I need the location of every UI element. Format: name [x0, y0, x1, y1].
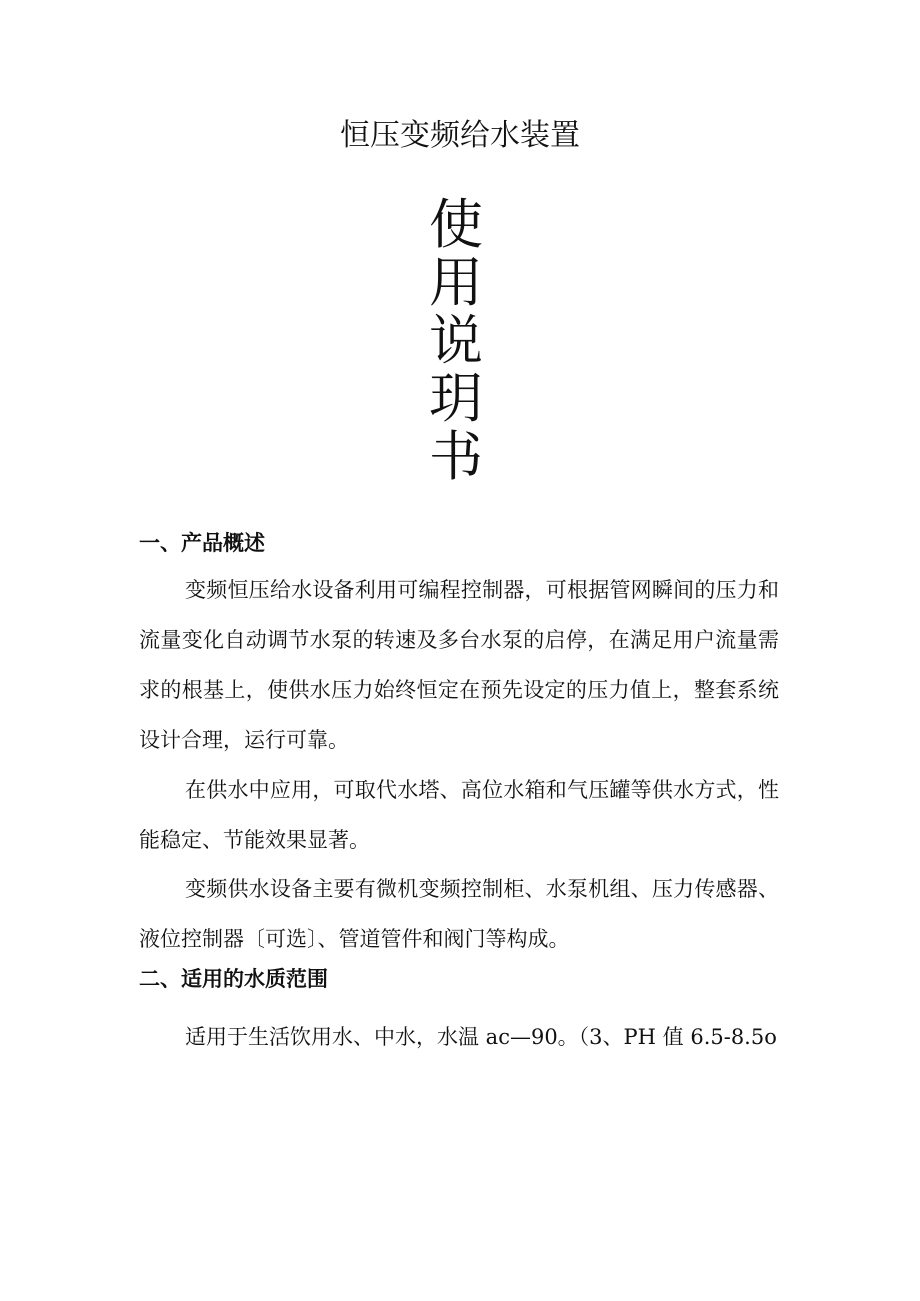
paragraph-overview-2: 在供水中应用，可取代水塔、高位水箱和气压罐等供水方式，性能稳定、节能效果显著。: [139, 778, 779, 852]
paragraph-overview-3: 变频供水设备主要有微机变频控制柜、水泵机组、压力传感器、液位控制器〔可选〕、管道管件和阀门等构成。: [139, 877, 779, 951]
document-title: 恒压变频给水装置: [340, 118, 580, 153]
vertical-title-char: 使: [429, 193, 483, 256]
paragraph-overview-1: 变频恒压给水设备利用可编程控制器，可根据管网瞬间的压力和流量变化自动调节水泵的转速及多台水泵的启停，在满足用户流量需求的根基上，使供水压力始终恒定在预先设定的压力值上，整套系统设计合理，运行可靠。: [139, 578, 779, 752]
vertical-title: [428, 193, 484, 488]
vertical-title-char: 用: [429, 251, 483, 314]
section-heading-overview: 一、产品概述: [139, 531, 265, 555]
vertical-title-char: 玥: [429, 367, 483, 430]
section-heading-water-quality: 二、适用的水质范围: [139, 967, 328, 991]
vertical-title-char: 书: [429, 425, 483, 488]
paragraph-water-quality-1: 适用于生活饮用水、中水，水温 ac—90。（3、PH 值 6.5-8.5o: [185, 1025, 777, 1049]
vertical-title-char: 说: [429, 309, 483, 372]
